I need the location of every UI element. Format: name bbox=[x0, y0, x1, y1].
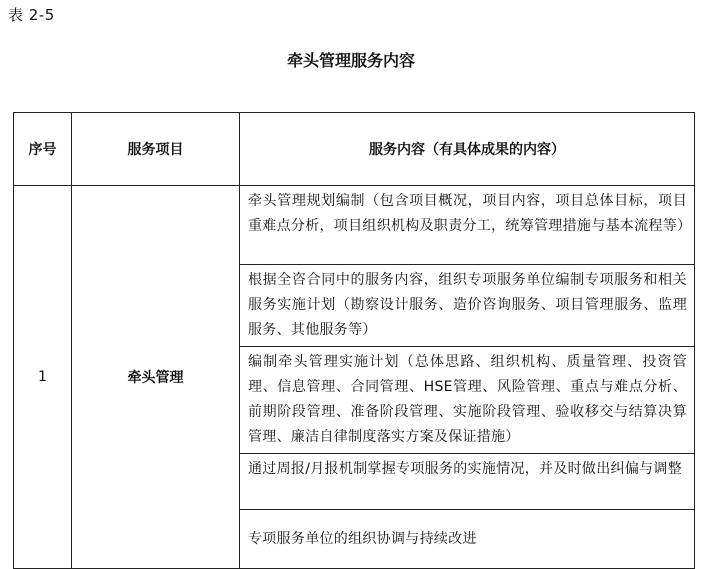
content-cell-4: 通过周报/月报机制掌握专项服务的实施情况，并及时做出纠偏与调整 bbox=[240, 454, 695, 510]
content-cell-2: 根据全咨合同中的服务内容，组织专项服务单位编制专项服务和相关服务实施计划（勘察设计服务、造价咨询服务、项目管理服务、监理服务、其他服务等） bbox=[240, 265, 695, 347]
table-row bbox=[14, 186, 695, 265]
header-row bbox=[14, 113, 695, 186]
header-seq: 序号 bbox=[14, 113, 72, 186]
header-service-item: 服务项目 bbox=[72, 113, 240, 186]
row-service-item: 牵头管理 bbox=[72, 186, 240, 569]
table-number-label: 表 2-5 bbox=[8, 6, 55, 24]
content-cell-5: 专项服务单位的组织协调与持续改进 bbox=[240, 510, 695, 569]
table-title: 牵头管理服务内容 bbox=[286, 51, 415, 70]
content-cell-1: 牵头管理规划编制（包含项目概况，项目内容，项目总体目标，项目重难点分析，项目组织机构及职责分工，统筹管理措施与基本流程等） bbox=[240, 186, 695, 265]
content-cell-3: 编制牵头管理实施计划（总体思路、组织机构、质量管理、投资管理、信息管理、合同管理、HSE管理、风险管理、重点与难点分析、前期阶段管理、准备阶段管理、实施阶段管理、验收移交与结算决算管理、廉洁自律制度落实方案及保证措施） bbox=[240, 347, 695, 454]
row-number: 1 bbox=[14, 186, 72, 569]
service-content-table bbox=[13, 112, 695, 569]
header-service-content: 服务内容（有具体成果的内容） bbox=[240, 113, 695, 186]
